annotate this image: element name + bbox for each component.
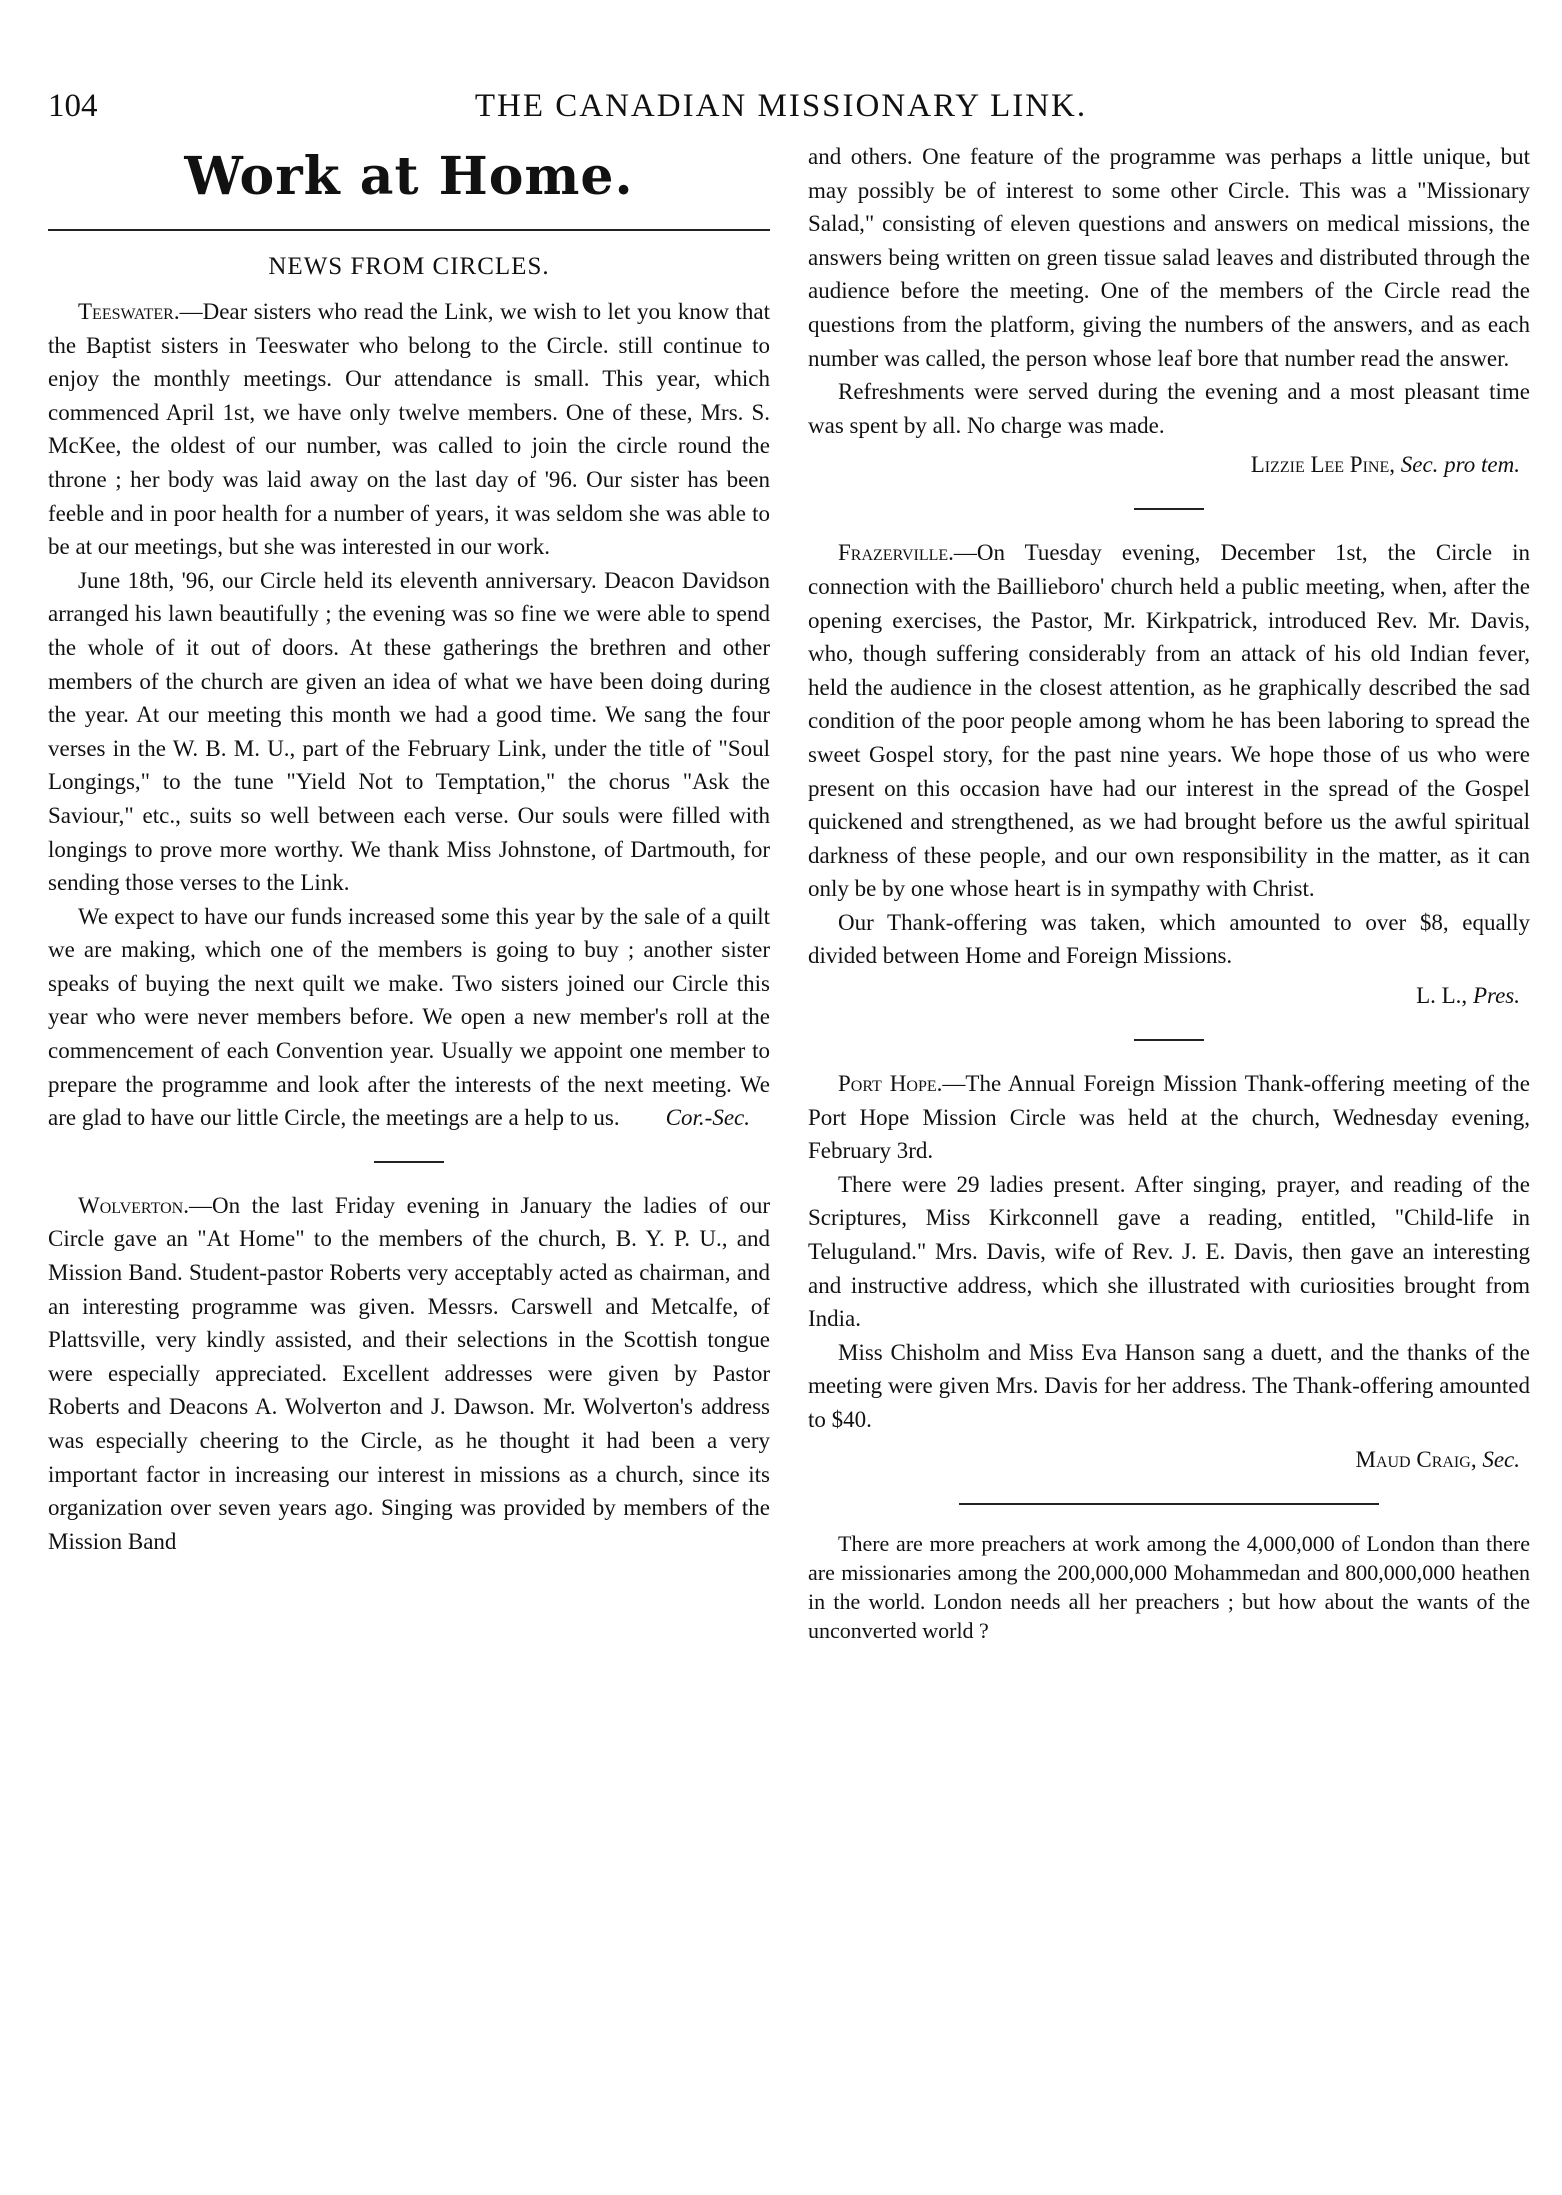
- frazerville-place: Frazerville.: [838, 540, 954, 566]
- page-number: 104: [48, 88, 98, 124]
- port-hope-paragraph-3: Miss Chisholm and Miss Eva Hanson sang a duett, and the thanks of the meeting were given Mrs. Davis for her address. The Thank-offering amounted to $40.: [808, 1339, 1530, 1432]
- teeswater-place: Teeswater.: [78, 299, 180, 324]
- wolverton-cont-paragraph-2: Refreshments were served during the evening and a most pleasant time was spent by all. No charge was made.: [808, 379, 1530, 438]
- teeswater-signature: Cor.-Sec.: [665, 1105, 750, 1131]
- news-subhead: NEWS FROM CIRCLES.: [268, 253, 550, 280]
- port-hope-signature-name: Maud Craig,: [1355, 1446, 1477, 1472]
- long-separator: [959, 1503, 1379, 1505]
- wolverton-signature: [808, 448, 1520, 482]
- frazerville-signature: [808, 979, 1520, 1013]
- teeswater-paragraph-2: June 18th, '96, our Circle held its eleventh anniversary. Deacon Davidson arranged his lawn beautifully ; the evening was so fine we were able to spend the whole of it out of doors. At these gatherings the brethren and other members of the church are given an idea of what we have been doing during the year. At our meeting this month we had a good time. We sang the four verses in the W. B. M. U., part of the February Link, under the title of "Soul Longings," to the tune "Yield Not to Temptation," the chorus "Ask the Saviour," etc., suits so well between each verse. Our souls were filled with longings to prove more worthy. We thank Miss Johnstone, of Dartmouth, for sending those verses to the Link.: [48, 567, 770, 896]
- section-title: Work at Home.: [184, 146, 634, 207]
- port-hope-paragraph-2: There were 29 ladies present. After singing, prayer, and reading of the Scriptures, Miss Kirkconnell gave a reading, entitled, "Child-life in Teluguland." Mrs. Davis, wife of Rev. J. E. Davis, then gave an interesting and instructive address, which she illustrated with curiosities brought from India.: [808, 1171, 1530, 1332]
- wolverton-place: Wolverton.: [78, 1192, 189, 1218]
- page-header: [0, 88, 1562, 148]
- wolverton-paragraph-1: [48, 1189, 770, 1559]
- wolverton-signature-title: Sec. pro tem.: [1400, 452, 1520, 478]
- frazerville-signature-title: Pres.: [1472, 983, 1520, 1009]
- right-column: [808, 140, 1530, 1645]
- separator: [1134, 508, 1204, 510]
- wolverton-signature-name: Lizzie Lee Pine,: [1250, 452, 1396, 478]
- frazerville-paragraph-1: [808, 536, 1530, 906]
- teeswater-paragraph-1: [48, 295, 770, 564]
- closing-note-text: There are more preachers at work among the 4,000,000 of London than there are missionaries among the 200,000,000 Mohammedan and 800,000,000 heathen in the world. London needs all her preachers ; but how about the wants of the unconverted world ?: [808, 1530, 1530, 1643]
- teeswater-text-1: —Dear sisters who read the Link, we wish to let you know that the Baptist sisters in Teeswater who belong to the Circle. still continue to enjoy the monthly meetings. Our attendance is small. This year, which commenced April 1st, we have only twelve members. One of these, Mrs. S. McKee, the oldest of our number, was called to join the circle round the throne ; her body was laid away on the last day of '96. Our sister has been feeble and in poor health for a number of years, it was seldom she was able to be at our meetings, but she was interested in our work.: [48, 299, 770, 560]
- separator: [374, 1161, 444, 1163]
- port-hope-text-1: —The Annual Foreign Mission Thank-offering meeting of the Port Hope Mission Circle was held at the church, Wednesday evening, February 3rd.: [808, 1071, 1531, 1164]
- teeswater-text-3: We expect to have our funds increased some this year by the sale of a quilt we are making, which one of the members is going to buy ; another sister speaks of buying the next quilt we make. Two sisters joined our Circle this year who were never members before. We open a new member's roll at the commencement of each Convention year. Usually we appoint one member to prepare the programme and look after the interests of the next meeting. We are glad to have our little Circle, the meetings are a help to us.: [48, 903, 770, 1131]
- teeswater-paragraph-3: [48, 900, 770, 1135]
- port-hope-paragraph-1: [808, 1067, 1530, 1168]
- left-column: [48, 140, 770, 1558]
- frazerville-text-1: —On Tuesday evening, December 1st, the Circle in connection with the Baillieboro' church held a public meeting, when, after the opening exercises, the Pastor, Mr. Kirkpatrick, introduced Rev. Mr. Davis, who, though suffering considerably from an attack of his old Indian fever, held the audience in the closest attention, as he graphically described the sad condition of the poor people among whom he has been laboring to spread the sweet Gospel story, for the past nine years. We hope those of us who were present on this occasion have had our interest in the spread of the Gospel quickened and strengthened, as we had brought before us the awful spiritual darkness of these people, and our own responsibility in the matter, as it can only be by one whose heart is in sympathy with Christ.: [808, 540, 1530, 902]
- running-title: THE CANADIAN MISSIONARY LINK.: [474, 88, 1088, 124]
- wolverton-text-1: —On the last Friday evening in January the ladies of our Circle gave an "At Home" to the members of the church, B. Y. P. U., and Mission Band. Student-pastor Roberts very acceptably acted as chairman, and an interesting programme was given. Messrs. Carswell and Metcalfe, of Plattsville, very kindly assisted, and their selections in the Scottish tongue were especially appreciated. Excellent addresses were given by Pastor Roberts and Deacons A. Wolverton and J. Dawson. Mr. Wolverton's address was especially cheering to the Circle, as he thought it had been a very important factor in increasing our interest in missions as a church, since its organization over seven years ago. Singing was provided by members of the Mission Band: [48, 1192, 770, 1554]
- frazerville-paragraph-2: Our Thank-offering was taken, which amounted to over $8, equally divided between Home and Foreign Missions.: [808, 909, 1530, 969]
- title-rule: [48, 229, 770, 231]
- port-hope-place: Port Hope.: [838, 1071, 943, 1097]
- closing-note: [808, 1529, 1530, 1645]
- port-hope-signature-title: Sec.: [1482, 1446, 1520, 1472]
- wolverton-cont-paragraph-1: and others. One feature of the programme was perhaps a little unique, but may possibly be of interest to some other Circle. This was a "Missionary Salad," consisting of eleven questions and answers on medical missions, the answers being written on green tissue salad leaves and distributed through the audience before the meeting. One of the members of the Circle read the questions from the platform, giving the numbers of the answers, and as each number was called, the person whose leaf bore that number read the answer.: [808, 144, 1530, 371]
- separator: [1134, 1039, 1204, 1041]
- frazerville-signature-name: L. L.,: [1416, 983, 1468, 1009]
- port-hope-signature: [808, 1443, 1520, 1477]
